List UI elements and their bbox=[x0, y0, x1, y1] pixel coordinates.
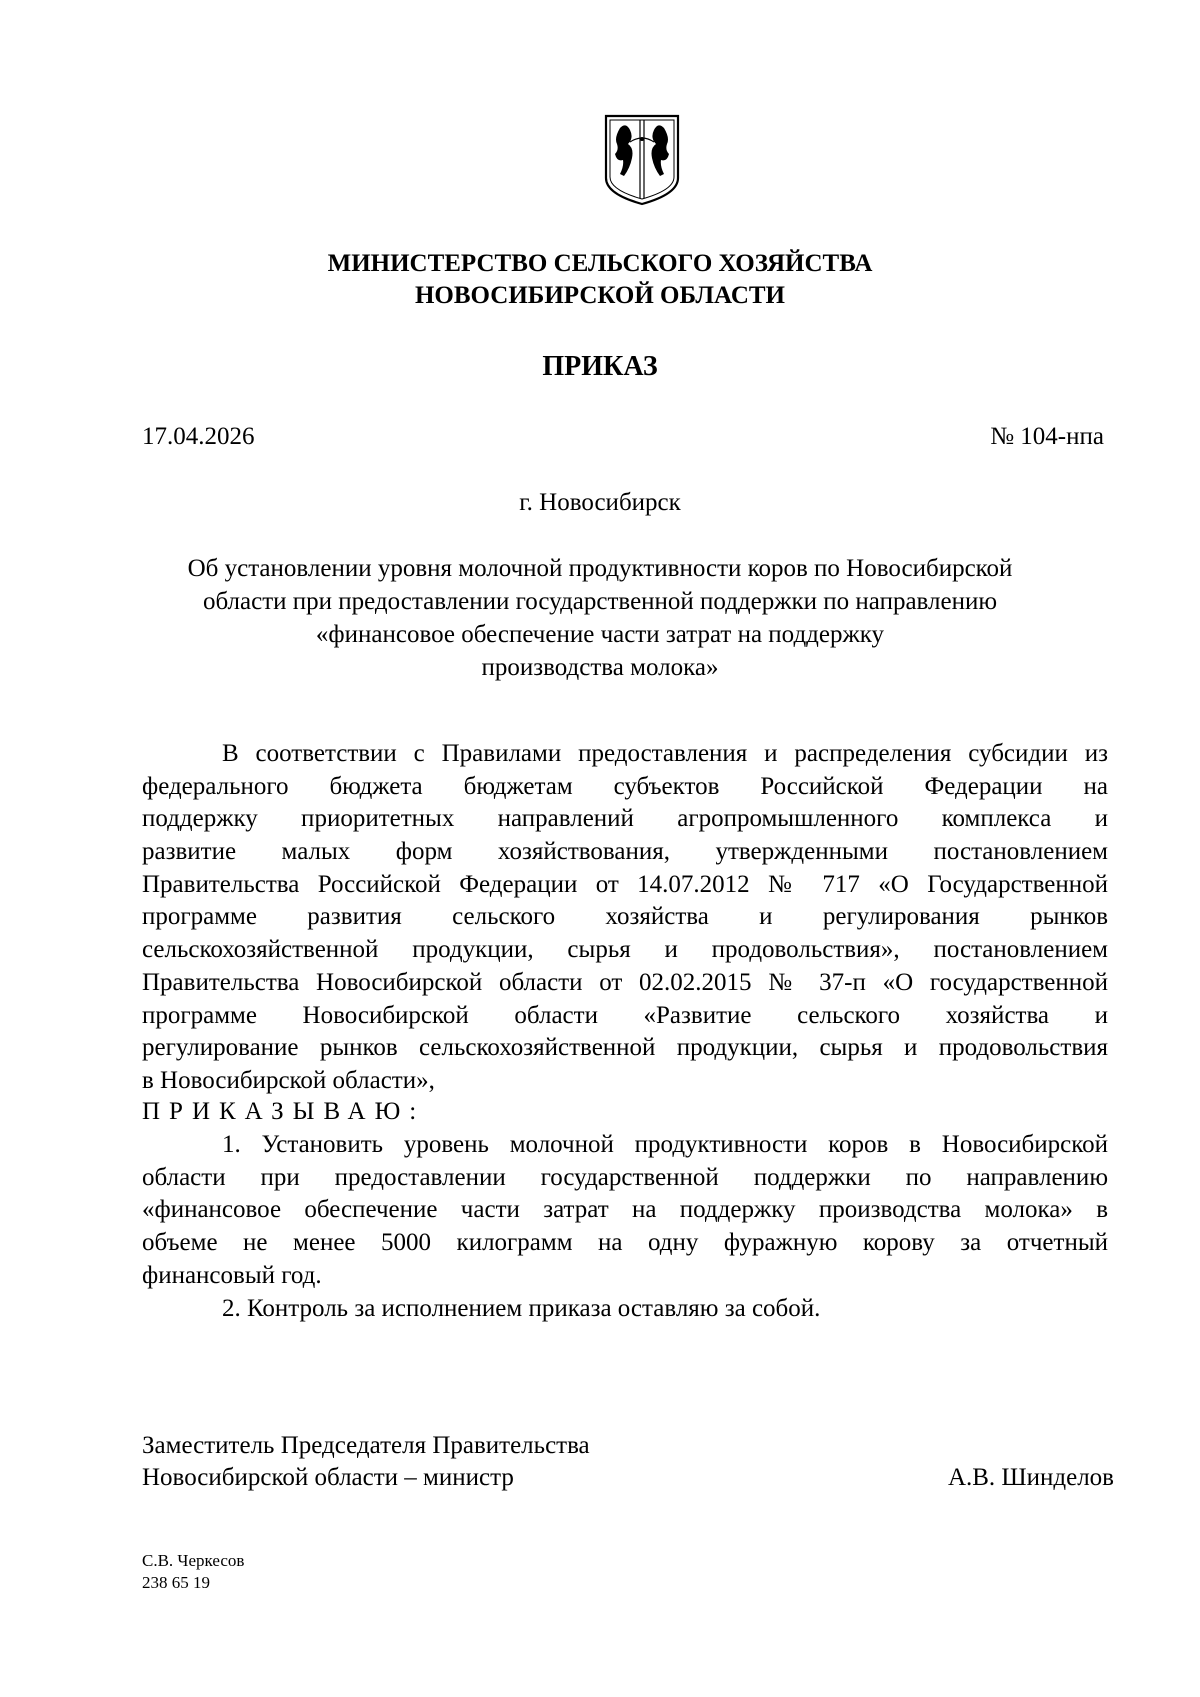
document-city: г. Новосибирск bbox=[519, 489, 681, 516]
paragraph-line: области при предоставлении государственной поддержки по направлению bbox=[142, 1163, 1108, 1191]
coat-of-arms-icon bbox=[602, 112, 682, 208]
executor-name: С.В. Черкесов bbox=[142, 1551, 245, 1570]
paragraph-line: федерального бюджета бюджетам субъектов Российской Федерации на bbox=[142, 772, 1108, 800]
paragraph-line: 1. Установить уровень молочной продуктивности коров в Новосибирской bbox=[222, 1131, 1108, 1158]
preamble-paragraph bbox=[142, 738, 1108, 1098]
signatory-position-line: Новосибирской области – министр bbox=[142, 1464, 514, 1491]
paragraph-line: «финансовое обеспечение части затрат на поддержку производства молока» в bbox=[142, 1196, 1108, 1224]
document-date: 17.04.2026 bbox=[142, 423, 255, 450]
document-subject bbox=[150, 552, 1050, 684]
signatory-position bbox=[142, 1430, 590, 1494]
signatory-name: А.В. Шинделов bbox=[947, 1464, 1114, 1491]
paragraph-line: в Новосибирской области», bbox=[142, 1066, 435, 1094]
order-directive-word: ПРИКАЗЫВАЮ: bbox=[142, 1098, 426, 1125]
paragraph-line: регулирование рынков сельскохозяйственной продукции, сырья и продовольствия bbox=[142, 1034, 1108, 1062]
paragraph-line: поддержку приоритетных направлений агропромышленного комплекса и bbox=[142, 805, 1108, 833]
paragraph-line: Правительства Новосибирской области от 02.02.2015 № 37-п «О государственной bbox=[142, 968, 1108, 996]
subject-line: Об установлении уровня молочной продуктивности коров по Новосибирской bbox=[187, 555, 1013, 582]
document-number: № 104-нпа bbox=[990, 423, 1104, 450]
executor-info bbox=[142, 1550, 244, 1594]
ministry-name-line2: НОВОСИБИРСКОЙ ОБЛАСТИ bbox=[414, 282, 786, 309]
paragraph-line: развитие малых форм хозяйствования, утвержденными постановлением bbox=[142, 838, 1108, 866]
signatory-position-line: Заместитель Председателя Правительства bbox=[142, 1432, 590, 1459]
subject-line: области при предоставлении государственной поддержки по направлению bbox=[202, 588, 998, 615]
executor-phone: 238 65 19 bbox=[142, 1573, 210, 1592]
paragraph-line: финансовый год. bbox=[142, 1261, 322, 1289]
subject-line: производства молока» bbox=[481, 654, 719, 681]
paragraph-line: программе развития сельского хозяйства и регулирования рынков bbox=[142, 903, 1108, 931]
order-item-2: 2. Контроль за исполнением приказа оставляю за собой. bbox=[222, 1295, 821, 1322]
ministry-name-line1: МИНИСТЕРСТВО СЕЛЬСКОГО ХОЗЯЙСТВА bbox=[327, 250, 873, 277]
document-type-title: ПРИКАЗ bbox=[542, 351, 658, 382]
paragraph-line: программе Новосибирской области «Развитие сельского хозяйства и bbox=[142, 1001, 1108, 1029]
paragraph-line: объеме не менее 5000 килограмм на одну фуражную корову за отчетный bbox=[142, 1229, 1108, 1257]
paragraph-line: Правительства Российской Федерации от 14.07.2012 № 717 «О Государственной bbox=[142, 870, 1108, 898]
order-item-1 bbox=[142, 1129, 1108, 1292]
paragraph-line: сельскохозяйственной продукции, сырья и продовольствия», постановлением bbox=[142, 936, 1108, 964]
subject-line: «финансовое обеспечение части затрат на поддержку bbox=[315, 621, 885, 648]
paragraph-line: В соответствии с Правилами предоставления и распределения субсидии из bbox=[222, 740, 1108, 767]
